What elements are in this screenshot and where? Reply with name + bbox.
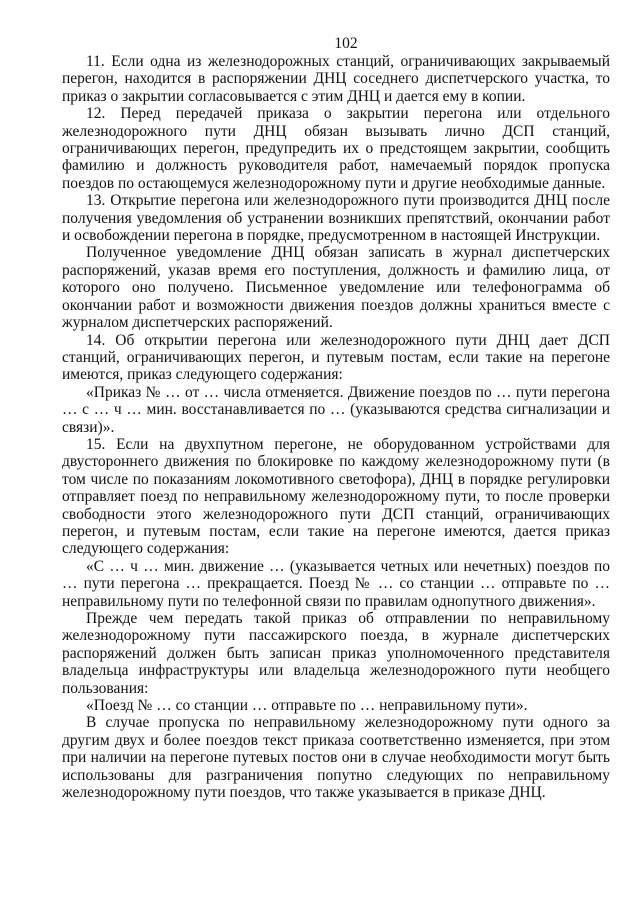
paragraph-passenger-train: Прежде чем передать такой приказ об отправлении по неправильному железнодорожному пути пассажирского поезда, в журнале диспетчерских распоряжений должен быть записан приказ уполномоченного представителя владельца инфраструктуры или владельца железнодорожного пути необщего пользования:	[62, 610, 610, 697]
paragraph-15: 15. Если на двухпутном перегоне, не оборудованном устройствами для двустороннего движения по блокировке по каждому железнодорожному пути (в том числе по показаниям локомотивного светофора), ДНЦ в порядке регулировки отправляет поезд по неправильному железнодорожному пути, то после проверки свободности этого железнодорожного пути ДСП станций, ограничивающих перегон, и путевым постам, если такие на перегоне имеются, дается приказ следующего содержания:	[62, 435, 610, 558]
paragraph-notification: Полученное уведомление ДНЦ обязан записать в журнал диспетчерских распоряжений, указав время его поступления, должность и фамилию лица, от которого оно получено. Письменное уведомление или телефонограмма об окончании работ и возможности движения поездов должны храниться вместе с журналом диспетчерских распоряжений.	[62, 244, 610, 332]
page-number: 102	[334, 35, 358, 52]
paragraph-multiple-trains: В случае пропуска по неправильному железнодорожному пути одного за другим двух и более поездов текст приказа соответственно изменяется, при этом при наличии на перегоне путевых постов они в случае необходимости могут быть использованы для разграничения попутно следующих по неправильному железнодорожному пути поездов, что также указывается в приказе ДНЦ.	[62, 714, 610, 802]
paragraph-14: 14. Об открытии перегона или железнодорожного пути ДНЦ дает ДСП станций, ограничивающих перегон, и путевым постам, если такие на перегоне имеются, приказ следующего содержания:	[62, 331, 610, 384]
paragraph-12: 12. Перед передачей приказа о закрытии перегона или отдельного железнодорожного пути ДНЦ обязан вызывать лично ДСП станций, ограничивающих перегон, предупредить их о предстоящем закрытии, сообщить фамилию и должность руководителя работ, намечаемый порядок пропуска поездов по остающемуся железнодорожному пути и другие необходимые данные.	[62, 105, 610, 192]
paragraph-11: 11. Если одна из железнодорожных станций, ограничивающих закрываемый перегон, находится в распоряжении ДНЦ соседнего диспетчерского участка, то приказ о закрытии согласовывается с этим ДНЦ и дается ему в копии.	[62, 53, 610, 105]
order-text-wrong-track: «С … ч … мин. движение … (указывается четных или нечетных) поездов по … пути перегона … прекращается. Поезд № … со станции … отправьте по … неправильному пути по телефонной связи по правилам однопутного движения».	[62, 557, 610, 610]
order-text-opening: «Приказ № … от … числа отменяется. Движение поездов по … пути перегона … с … ч … мин. восстанавливается по … (указываются средства сигнализации и связи)».	[62, 383, 610, 436]
order-text-passenger: «Поезд № … со станции … отправьте по … неправильному пути».	[86, 697, 528, 715]
paragraph-13: 13. Открытие перегона или железнодорожного пути производится ДНЦ после получения уведомления об устранении возникших препятствий, окончании работ и освобождении перегона в порядке, предусмотренном в настоящей Инструкции.	[62, 192, 610, 245]
